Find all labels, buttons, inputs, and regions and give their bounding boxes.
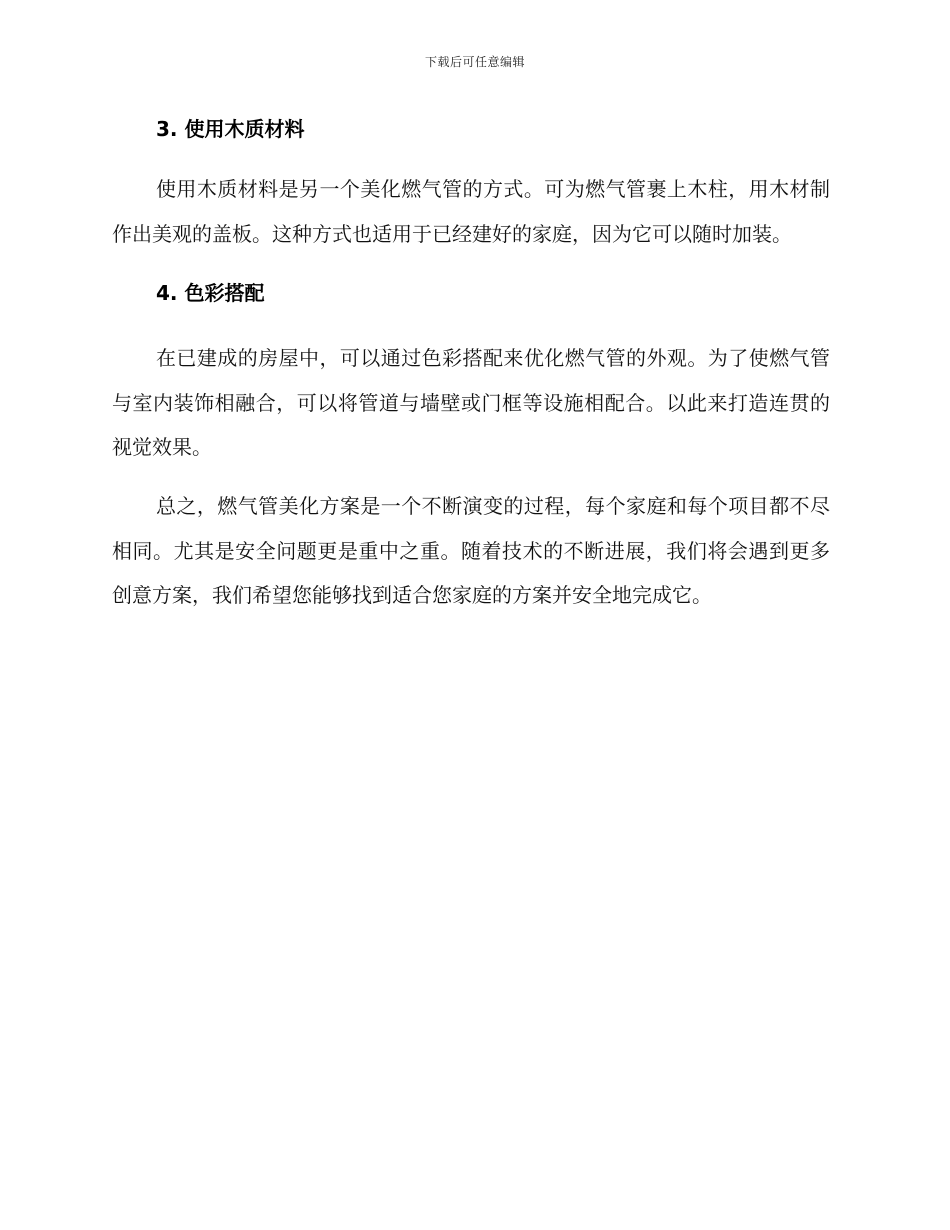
document-body (112, 110, 830, 618)
paragraph-color-matching: 在已建成的房屋中，可以通过色彩搭配来优化燃气管的外观。为了使燃气管与室内装饰相融合，可以将管道与墙壁或门框等设施相配合。以此来打造连贯的视觉效果。 (112, 346, 830, 460)
section-heading-color-matching: 4. 色彩搭配 (156, 281, 265, 306)
section-heading-wood-materials: 3. 使用木质材料 (156, 117, 305, 141)
page-header: 下载后可任意编辑 (424, 55, 525, 69)
paragraph-wood-materials: 使用木质材料是另一个美化燃气管的方式。可为燃气管裹上木柱，用木材制作出美观的盖板。这种方式也适用于已经建好的家庭，因为它可以随时加装。 (112, 177, 830, 246)
paragraph-conclusion: 总之，燃气管美化方案是一个不断演变的过程，每个家庭和每个项目都不尽相同。尤其是安全问题更是重中之重。随着技术的不断进展，我们将会遇到更多创意方案，我们希望您能够找到适合您家庭的方案并安全地完成它。 (112, 493, 830, 608)
